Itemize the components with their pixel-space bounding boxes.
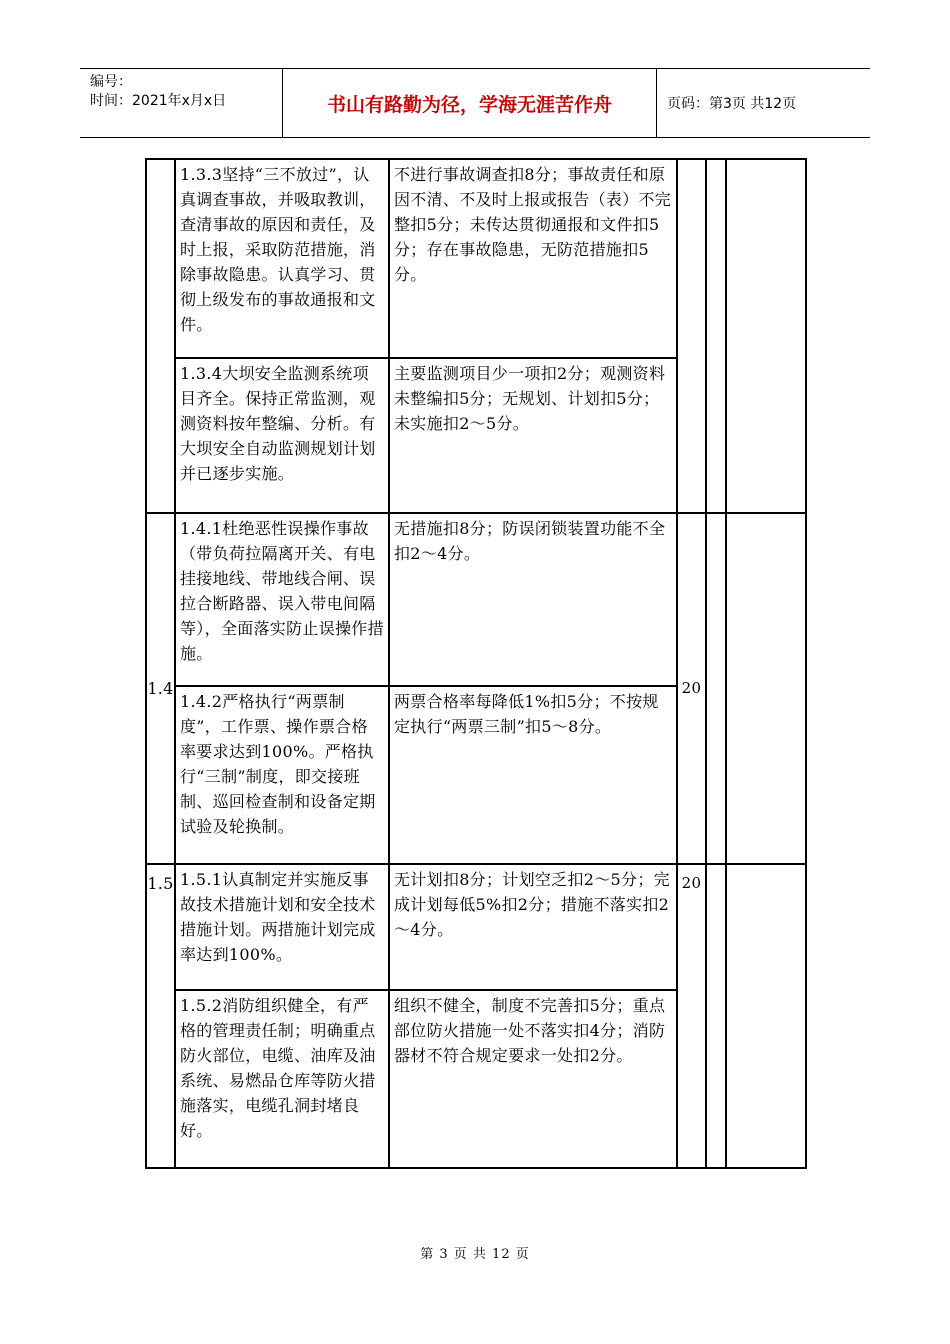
document-code-label: 编号： bbox=[90, 74, 132, 90]
header-page-info: 页码：第3页 共12页 bbox=[667, 96, 797, 112]
blank-cell bbox=[706, 513, 726, 864]
score-cell: 20 bbox=[677, 513, 706, 864]
requirement-cell: 1.3.3坚持“三不放过”，认真调查事故，并吸取教训，查清事故的原因和责任，及时上报，采取防范措施，消除事故隐患。认真学习、贯彻上级发布的事故通报和文件。 bbox=[175, 159, 389, 358]
deduction-cell: 主要监测项目少一项扣2分；观测资料未整编扣5分；无规划、计划扣5分；未实施扣2～5分。 bbox=[389, 358, 677, 513]
header-left-cell bbox=[80, 69, 283, 137]
requirement-cell: 1.3.4大坝安全监测系统项目齐全。保持正常监测，观测资料按年整编、分析。有大坝安全自动监测规划计划并已逐步实施。 bbox=[175, 358, 389, 513]
item-number-cell: 1.4 bbox=[146, 513, 175, 864]
header-right-cell bbox=[657, 69, 870, 137]
blank-cell bbox=[726, 513, 806, 864]
header-motto-cell bbox=[283, 69, 657, 137]
requirement-cell: 1.4.1杜绝恶性误操作事故（带负荷拉隔离开关、有电挂接地线、带地线合闸、误拉合断路器、误入带电间隔等），全面落实防止误操作措施。 bbox=[175, 513, 389, 686]
score-cell: 20 bbox=[677, 864, 706, 1168]
requirement-cell: 1.4.2严格执行“两票制度”，工作票、操作票合格率要求达到100%。严格执行“三制”制度，即交接班制、巡回检查制和设备定期试验及轮换制。 bbox=[175, 686, 389, 864]
score-cell bbox=[677, 159, 706, 513]
deduction-cell: 组织不健全，制度不完善扣5分；重点部位防火措施一处不落实扣4分；消防器材不符合规定要求一处扣2分。 bbox=[389, 990, 677, 1168]
blank-cell bbox=[706, 864, 726, 1168]
header-motto: 书山有路勤为径，学海无涯苦作舟 bbox=[326, 94, 612, 116]
blank-cell bbox=[726, 159, 806, 513]
deduction-cell: 无措施扣8分；防误闭锁装置功能不全扣2～4分。 bbox=[389, 513, 677, 686]
requirement-cell: 1.5.2消防组织健全，有严格的管理责任制；明确重点防火部位，电缆、油库及油系统、易燃品仓库等防火措施落实，电缆孔洞封堵良好。 bbox=[175, 990, 389, 1168]
deduction-cell: 不进行事故调查扣8分；事故责任和原因不清、不及时上报或报告（表）不完整扣5分；未传达贯彻通报和文件扣5分；存在事故隐患，无防范措施扣5分。 bbox=[389, 159, 677, 358]
blank-cell bbox=[726, 864, 806, 1168]
table-row bbox=[146, 864, 806, 990]
item-number-cell bbox=[146, 159, 175, 513]
deduction-cell: 无计划扣8分；计划空乏扣2～5分；完成计划每低5%扣2分；措施不落实扣2～4分。 bbox=[389, 864, 677, 990]
blank-cell bbox=[706, 159, 726, 513]
item-number-cell: 1.5 bbox=[146, 864, 175, 1168]
document-date: 时间：2021年x月x日 bbox=[90, 93, 227, 109]
assessment-table bbox=[145, 158, 807, 1169]
requirement-cell: 1.5.1认真制定并实施反事故技术措施计划和安全技术措施计划。两措施计划完成率达到100%。 bbox=[175, 864, 389, 990]
deduction-cell: 两票合格率每降低1%扣5分；不按规定执行“两票三制”扣5～8分。 bbox=[389, 686, 677, 864]
page-footer: 第 3 页 共 12 页 bbox=[420, 1247, 530, 1262]
page-header bbox=[80, 68, 870, 138]
table-row bbox=[146, 159, 806, 358]
table-row bbox=[146, 513, 806, 686]
